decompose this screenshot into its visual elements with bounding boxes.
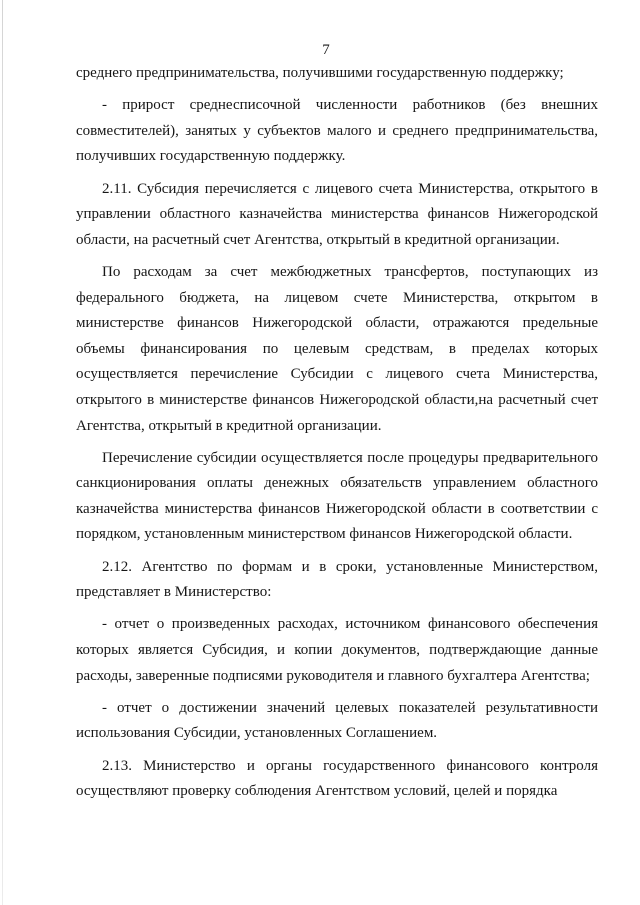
paragraph-expense-report: - отчет о произведенных расходах, источником финансового обеспечения которых является Субсидия, и копии документов, подтверждающие данные расходы, заверенные подписями руководителя и главного бухгалтера Агентства; [76,616,598,684]
document-body [76,61,598,805]
paragraph-support-continuation: среднего предпринимательства, получившими государственную поддержку; [76,65,564,81]
page-edge [2,0,3,905]
paragraph-2-11: 2.11. Субсидия перечисляется с лицевого счета Министерства, открытого в управлении областного казначейства министерства финансов Нижегородской области, на расчетный счет Агентства, открытый в кредитной организации. [76,180,598,248]
paragraph-interbudget-transfers: По расходам за счет межбюджетных трансфертов, поступающих из федерального бюджета, на лицевом счете Министерства, открытом в министерстве финансов Нижегородской области, отражаются предельные объемы финансирования по целевым средствам, в пределах которых осуществляется перечисление Субсидии с лицевого счета Министерства, открытого в министерстве финансов Нижегородской области,на расчетный счет Агентства, открытый в кредитной организации. [76,263,598,434]
paragraph-2-12: 2.12. Агентство по формам и в сроки, установленные Министерством, представляет в Министерство: [76,558,598,601]
page-number: 7 [322,42,330,58]
paragraph-subsidy-transfer: Перечисление субсидии осуществляется после процедуры предварительного санкционирования оплаты денежных обязательств управлением областного казначейства министерства финансов Нижегородской области в соответствии с порядком, установленным министерством финансов Нижегородской области. [76,449,598,543]
paragraph-employee-growth: - прирост среднесписочной численности работников (без внешних совместителей), занятых у субъектов малого и среднего предпринимательства, получивших государственную поддержку. [76,97,598,165]
paragraph-2-13: 2.13. Министерство и органы государственного финансового контроля осуществляют проверку соблюдения Агентством условий, целей и порядка [76,757,598,800]
paragraph-performance-report: - отчет о достижении значений целевых показателей результативности использования Субсидии, установленных Соглашением. [76,699,598,742]
